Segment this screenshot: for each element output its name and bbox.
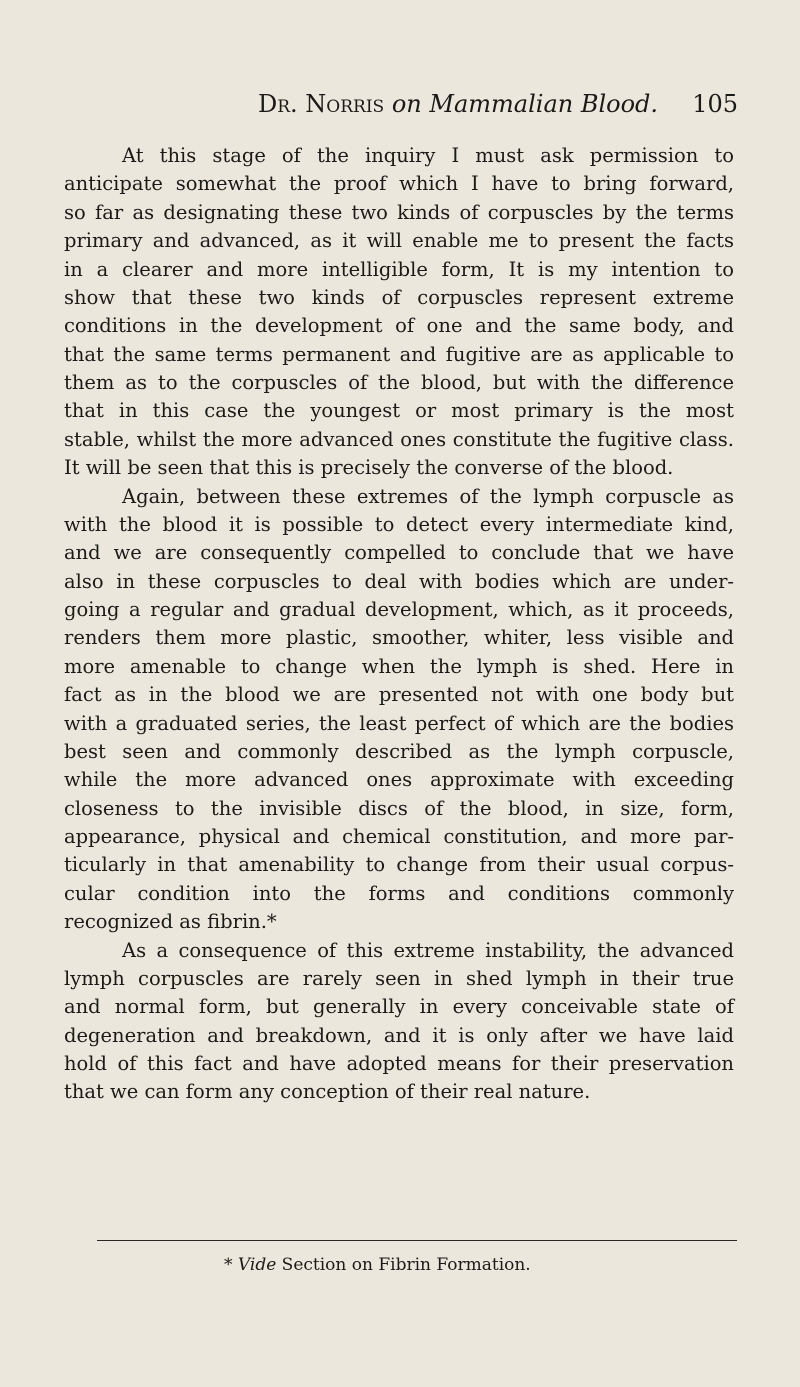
- footnote-marker: *: [224, 1255, 233, 1275]
- footnote: [224, 1255, 531, 1275]
- page-number: 105: [692, 90, 738, 118]
- running-head-work: Mammalian Blood.: [429, 90, 659, 118]
- text-line: going a regular and gradual development, which, as it proceeds,: [64, 598, 734, 621]
- text-line: and normal form, but generally in every conceivable state of: [64, 995, 734, 1019]
- text-line: primary and advanced, as it will enable me to present the facts: [64, 229, 734, 253]
- text-line: that we can form any conception of their real nature.: [64, 1080, 591, 1104]
- text-line: also in these corpuscles to deal with bodies which are under-: [64, 569, 734, 593]
- text-line: fact as in the blood we are presented not with one body but: [64, 683, 734, 707]
- text-line: cular condition into the forms and conditions commonly: [64, 881, 734, 905]
- body-text: [64, 142, 734, 1107]
- text-line: conditions in the development of one and the same body, and: [64, 314, 734, 338]
- paragraph-2: [64, 483, 734, 937]
- text-line: As a consequence of this extreme instability, the advanced: [122, 938, 734, 962]
- text-line: lymph corpuscles are rarely seen in shed lymph in their true: [64, 966, 734, 990]
- footnote-text: Section on Fibrin Formation.: [281, 1255, 531, 1275]
- text-line: that in this case the youngest or most primary is the most: [64, 399, 734, 423]
- text-line: ticularly in that amenability to change from their usual corpus-: [64, 853, 734, 877]
- text-line: while the more advanced ones approximate with exceeding: [64, 768, 734, 792]
- text-line: with a graduated series, the least perfect of which are the bodies: [64, 711, 734, 735]
- footnote-rule: [97, 1240, 737, 1241]
- running-head-author: Dr. Norris: [258, 90, 385, 118]
- paragraph-1: [64, 142, 734, 483]
- text-line: them as to the corpuscles of the blood, but with the difference: [64, 371, 734, 394]
- text-line: that the same terms permanent and fugitive are as applicable to: [64, 342, 734, 366]
- text-line: degeneration and breakdown, and it is only after we have laid: [64, 1023, 734, 1047]
- footnote-vide: Vide: [237, 1255, 277, 1275]
- text-line: hold of this fact and have adopted means for their preservation: [64, 1052, 734, 1075]
- running-head: [258, 90, 738, 124]
- text-line: closeness to the invisible discs of the blood, in size, form,: [64, 796, 734, 820]
- text-line: appearance, physical and chemical constitution, and more par-: [64, 825, 734, 848]
- text-line: in a clearer and more intelligible form, It is my intention to: [64, 257, 734, 281]
- text-line: so far as designating these two kinds of corpuscles by the terms: [64, 200, 734, 224]
- text-line: renders them more plastic, smoother, whiter, less visible and: [64, 626, 734, 650]
- text-line: best seen and commonly described as the lymph corpuscle,: [64, 739, 734, 763]
- text-line: and we are consequently compelled to conclude that we have: [64, 541, 734, 565]
- text-line: show that these two kinds of corpuscles represent extreme: [64, 285, 734, 309]
- text-line: more amenable to change when the lymph is shed. Here in: [64, 654, 734, 678]
- paragraph-3: [64, 937, 734, 1107]
- text-line: Again, between these extremes of the lymph corpuscle as: [122, 484, 734, 508]
- text-line: stable, whilst the more advanced ones constitute the fugitive class.: [64, 427, 734, 451]
- text-line: recognized as fibrin.*: [64, 910, 277, 934]
- text-line: At this stage of the inquiry I must ask permission to: [122, 144, 734, 167]
- text-line: It will be seen that this is precisely the converse of the blood.: [64, 456, 674, 480]
- text-line: with the blood it is possible to detect every intermediate kind,: [64, 512, 734, 536]
- running-head-title: [258, 90, 658, 118]
- text-line: anticipate somewhat the proof which I have to bring forward,: [64, 172, 734, 196]
- running-head-connector: on: [391, 90, 422, 118]
